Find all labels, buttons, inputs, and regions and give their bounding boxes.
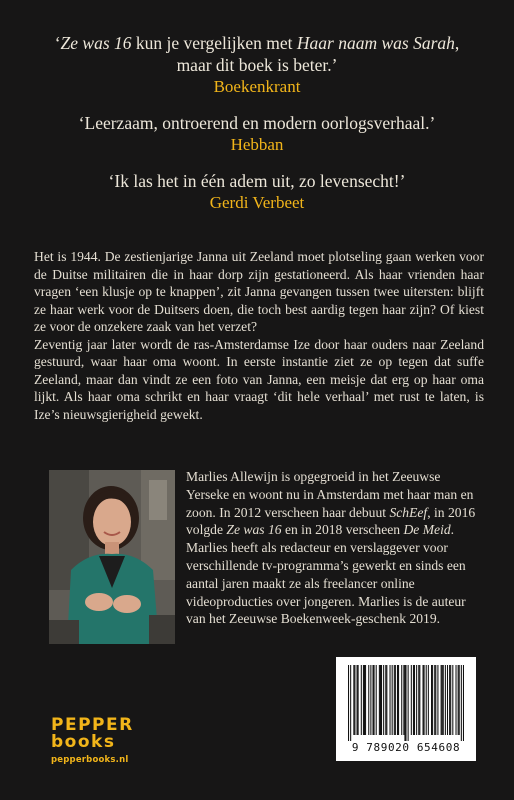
- barcode-bar: [411, 665, 412, 735]
- barcode-bar: [459, 665, 460, 735]
- barcode-bar: [442, 665, 443, 735]
- book-blurb: [34, 248, 484, 423]
- book-title: SchEef: [389, 504, 428, 520]
- barcode-bar: [455, 665, 456, 735]
- barcode-bar: [401, 665, 402, 735]
- barcode-bar: [413, 665, 414, 735]
- barcode-bar: [353, 665, 354, 735]
- barcode-bar: [432, 665, 433, 735]
- quote-text: [22, 32, 492, 76]
- barcode-bar: [426, 665, 427, 735]
- barcode-bar: [365, 665, 366, 735]
- barcode-bar: [361, 665, 362, 735]
- quote-hebban: [0, 112, 514, 156]
- barcode-bar: [363, 665, 364, 735]
- isbn-number: 9 789020 654608: [351, 741, 461, 754]
- publisher-url: pepperbooks.nl: [51, 755, 129, 765]
- barcode-bar: [374, 665, 375, 735]
- author-bio: [186, 468, 476, 628]
- logo-line-1: PEPPER: [51, 715, 134, 735]
- barcode-bar: [418, 665, 419, 735]
- barcode-bar: [463, 665, 464, 741]
- barcode-bar: [461, 665, 462, 741]
- bio-text: [186, 468, 476, 628]
- barcode-bar: [379, 665, 380, 735]
- barcode-bar: [416, 665, 417, 735]
- quote-text-part: kun je vergelijken met: [131, 33, 297, 53]
- barcode-bar: [434, 665, 435, 735]
- barcode-bar: [404, 665, 405, 741]
- barcode-bar: [437, 665, 438, 735]
- barcode-bar: [423, 665, 424, 735]
- author-photo: [49, 470, 175, 644]
- blurb-paragraph-1: Het is 1944. De zestienjarige Janna uit Zeeland moet plotseling gaan werken voor de Duitse militairen die in haar dorp zijn gestationeerd. Als haar vrienden haar vragen ‘een klusje op te knappen’, zit Janna gevangen tussen twee uitersten: blijft ze haar werk voor de Duitsers doen, die toch best aardig tegen haar zijn? Of kiest ze voor de onzekere zaak van het verzet?: [34, 249, 484, 334]
- barcode-bar: [424, 665, 425, 735]
- barcode-bar: [398, 665, 399, 735]
- quote-source: Boekenkrant: [213, 77, 301, 96]
- barcode-bar: [380, 665, 381, 735]
- quote-text-part: maar dit boek is beter.’: [176, 55, 338, 75]
- barcode-bar: [449, 665, 450, 735]
- barcode-bar: [428, 665, 429, 735]
- blurb-paragraph-2: Zeventig jaar later wordt de ras-Amsterdamse Ize door haar ouders naar Zeeland gestuurd, waar haar oma woont. In eerste instantie ziet ze op tegen dat suffe Zeeland, maar dan vindt ze een foto van Janna, een meisje dat erg op haar oma lijkt. Als haar oma schrikt en haar vraagt ‘dit hele verhaal’ met rust te laten, is Ize’s nieuwsgierigheid gewekt.: [34, 336, 484, 422]
- quote-text-part: ,: [454, 33, 460, 53]
- quote-source: Gerdi Verbeet: [209, 193, 305, 212]
- barcode-bar: [397, 665, 398, 735]
- barcode-bar: [348, 665, 349, 741]
- barcode-bar: [350, 665, 351, 741]
- barcode-bar: [450, 665, 451, 735]
- barcode-bar: [354, 665, 355, 735]
- quote-open-mark: ‘: [54, 33, 61, 53]
- quote-book-title: Ze was 16: [60, 33, 132, 53]
- isbn-barcode: [336, 657, 476, 761]
- barcode-bars: [348, 665, 464, 741]
- logo-line-2: books: [51, 732, 116, 752]
- barcode-bar: [419, 665, 420, 735]
- barcode-bar: [435, 665, 436, 735]
- barcode-bar: [381, 665, 382, 735]
- barcode-bar: [376, 665, 377, 735]
- bio-text-part: , in 2016 volgde: [186, 504, 476, 538]
- barcode-bar: [445, 665, 446, 735]
- book-title: Ze was 16: [226, 522, 282, 538]
- barcode-bar: [395, 665, 396, 735]
- barcode-bar: [443, 665, 444, 735]
- barcode-bar: [452, 665, 453, 735]
- quote-book-title: Haar naam was Sarah: [296, 33, 455, 53]
- quote-boekenkrant: [0, 32, 514, 98]
- barcode-bar: [385, 665, 386, 735]
- barcode-bar: [431, 665, 432, 735]
- barcode-bar: [383, 665, 384, 735]
- barcode-bar: [405, 665, 406, 741]
- barcode-bar: [392, 665, 393, 735]
- barcode-bar: [358, 665, 359, 735]
- barcode-bar: [372, 665, 373, 735]
- quote-text: ‘Ik las het in één adem uit, zo levensecht!’: [108, 171, 406, 191]
- bio-text-part: Marlies Allewijn is opgegroeid in het Zeeuwse Yerseke en woont nu in Amsterdam met haar man en zoon. In 2012 verscheen haar debuut: [186, 469, 474, 520]
- barcode-bar: [364, 665, 365, 735]
- book-title: De Meid: [403, 522, 451, 538]
- quote-text: ‘Leerzaam, ontroerend en modern oorlogsverhaal.’: [78, 113, 436, 133]
- bio-text-part: . Marlies heeft als redacteur en verslaggever voor verschillende tv-programma’s gewerkt en sinds een aantal jaren maakt ze als freelancer online videoproducties over jongeren. Marlies is de auteur van het Zeeuwse Boekenweek-geschenk 2019.: [186, 522, 466, 627]
- barcode-bar: [394, 665, 395, 735]
- barcode-bar: [458, 665, 459, 735]
- barcode-bar: [447, 665, 448, 735]
- barcode-bar: [370, 665, 371, 735]
- barcode-bar: [403, 665, 404, 735]
- barcode-bar: [408, 665, 409, 741]
- barcode-bar: [386, 665, 387, 735]
- barcode-bar: [368, 665, 369, 735]
- bio-text-part: en in 2018 verscheen: [281, 522, 404, 538]
- barcode-bar: [441, 665, 442, 735]
- quote-source: Hebban: [230, 135, 284, 154]
- quote-gerdi-verbeet: [0, 170, 514, 214]
- review-quotes: [0, 32, 514, 228]
- barcode-bar: [414, 665, 415, 735]
- barcode-bar: [390, 665, 391, 735]
- publisher-logo: [51, 717, 141, 765]
- barcode-bar: [357, 665, 358, 735]
